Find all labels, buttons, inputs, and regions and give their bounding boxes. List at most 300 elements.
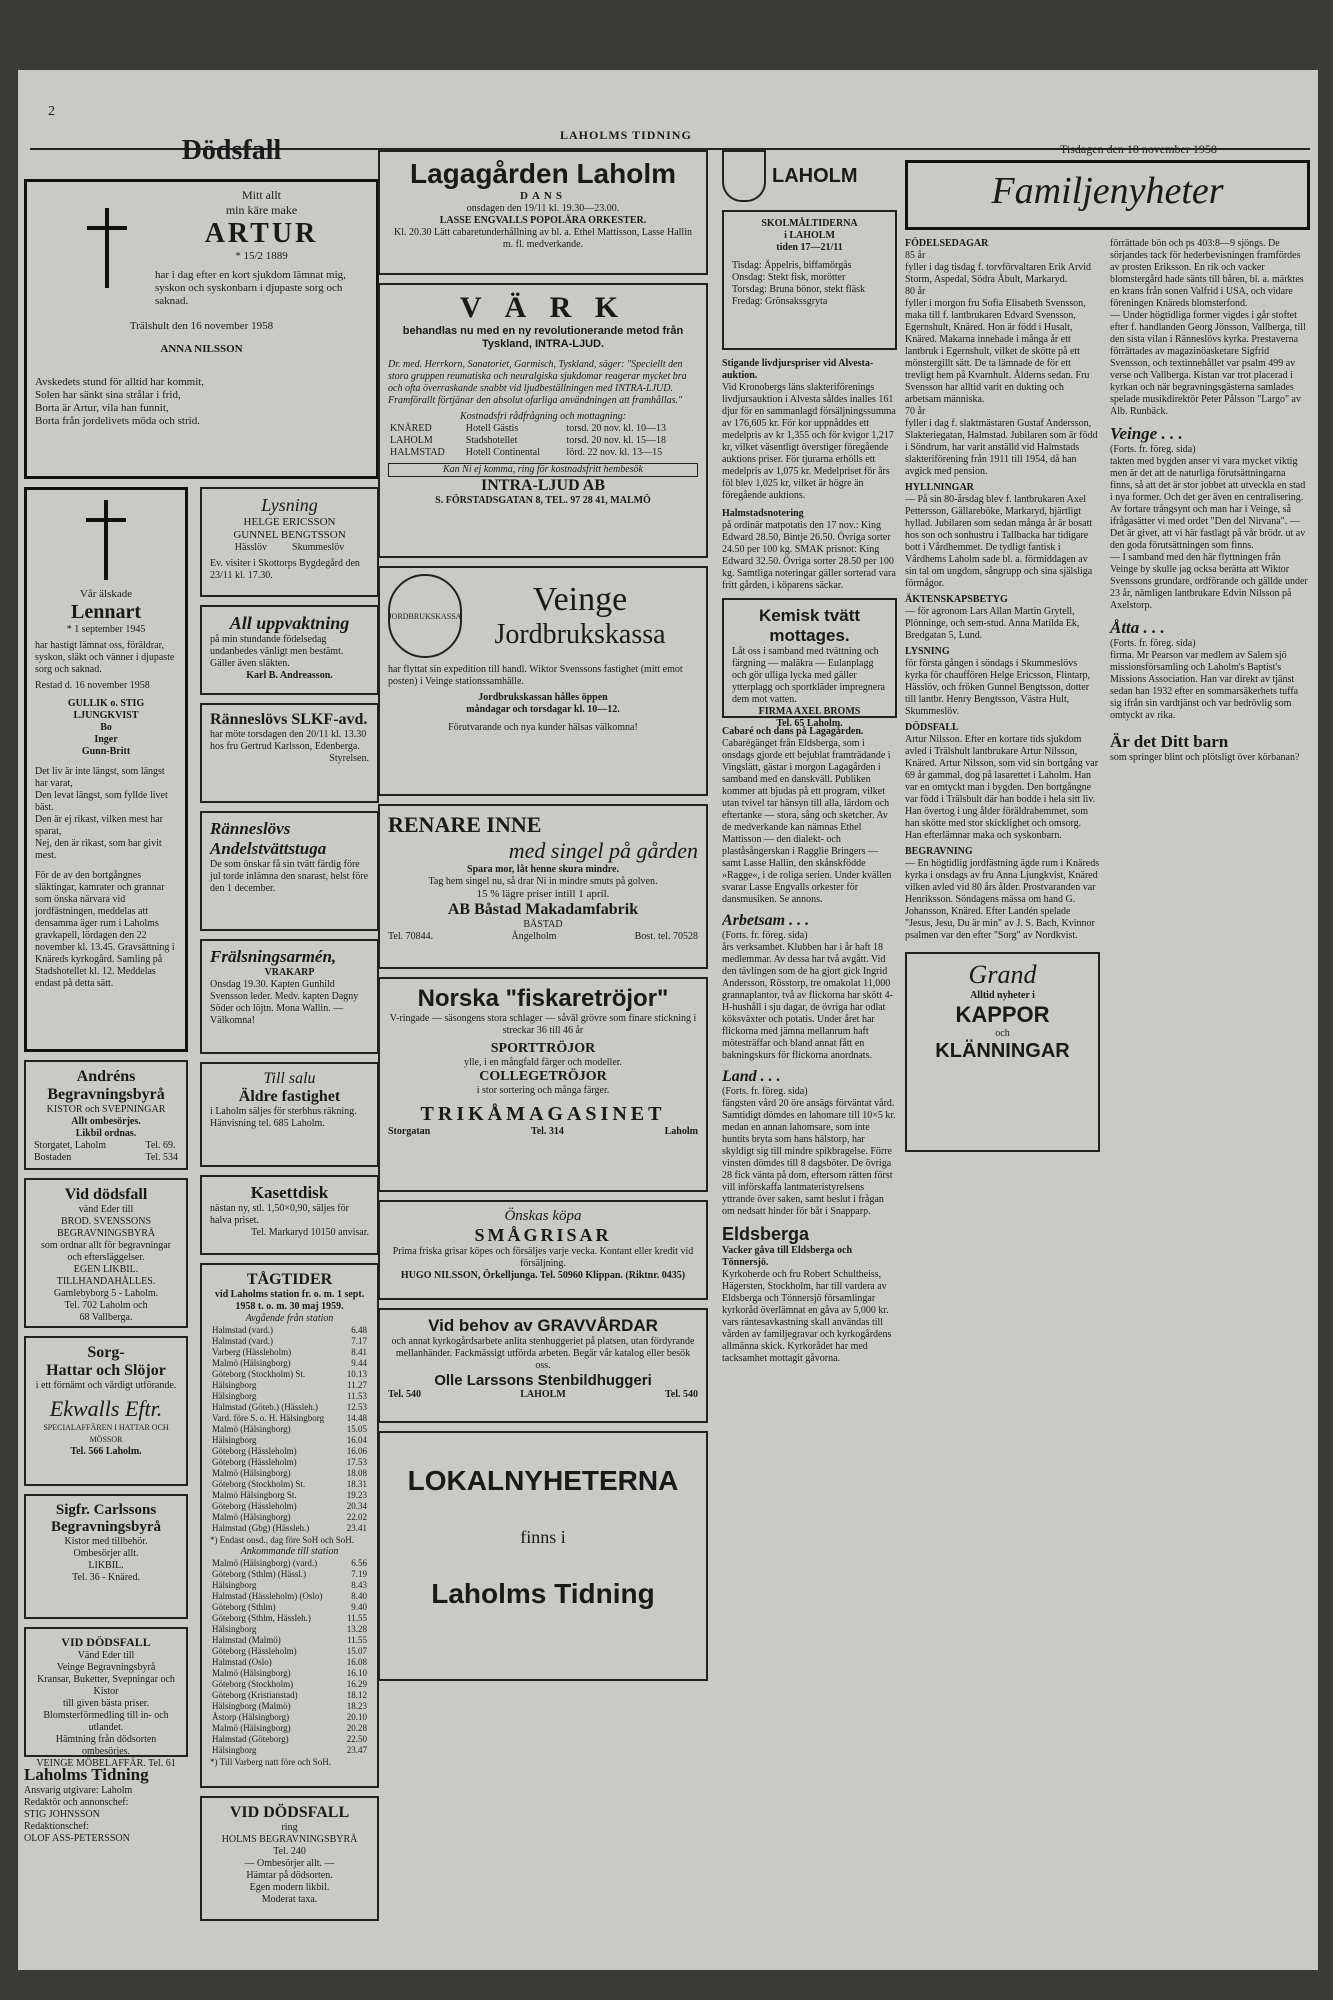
ad-title2: Jordbrukskassa	[494, 619, 666, 650]
cross-icon	[86, 500, 126, 580]
ad-sub: behandlas nu med en ny revolutionerande metod från Tyskland, INTRA-LJUD.	[402, 325, 684, 350]
table-row	[210, 1413, 369, 1424]
till-salu-notice	[200, 1062, 379, 1167]
notice-born: * 15/2 1889	[235, 250, 288, 262]
ad-veinge-begravning	[24, 1627, 188, 1769]
section-head: DÖDSFALL	[905, 722, 959, 733]
ad-addr: S. FÖRSTADSGATAN 8, TEL. 97 28 41, MALMÖ	[435, 495, 651, 506]
ad-line3: och	[995, 1028, 1010, 1039]
fralsning-notice	[200, 939, 379, 1054]
table-row	[210, 1591, 369, 1602]
ad-h1: SPORTTRÖJOR	[490, 1041, 596, 1056]
table-cell: Malmö (Hälsingborg)	[212, 1358, 291, 1368]
column-notices	[200, 487, 379, 1929]
table-row	[210, 1501, 369, 1512]
wheat-logo-icon	[388, 574, 462, 658]
ad-h2: COLLEGETRÖJOR	[479, 1069, 607, 1084]
table-cell: lörd. 22 nov. kl. 13—15	[566, 447, 663, 458]
table-row	[210, 1457, 369, 1468]
table-row	[210, 1679, 369, 1690]
section-head: BEGRAVNING	[905, 846, 973, 857]
ad-schedule	[388, 423, 698, 459]
table-cell: 20.28	[346, 1723, 367, 1733]
article-title: Eldsberga	[722, 1224, 810, 1244]
table-cell: 6.56	[351, 1558, 367, 1568]
notice-name: ARTUR	[204, 218, 319, 249]
table-cell: 8.41	[351, 1347, 367, 1357]
arrival-table	[210, 1558, 369, 1756]
table-row	[210, 1336, 369, 1347]
slkf-notice	[200, 703, 379, 803]
article-title: Stigande livdjurspriser vid Alvesta-auktion.	[722, 358, 874, 381]
ad-text: Kistor med tillbehör. Ombesörjer allt. LIKBIL. Tel. 36 - Knäred.	[64, 1536, 148, 1583]
ad-kemisk-tvatt	[722, 598, 897, 729]
box-title: SKOLMÅLTIDERNA i LAHOLM tiden 17—21/11	[761, 218, 858, 253]
article-title: Är det Ditt barn	[1110, 732, 1229, 751]
table-row	[210, 1325, 369, 1336]
notice-name: Lennart	[71, 601, 142, 623]
table-ank: Ankommande till station	[240, 1546, 339, 1557]
ad-lagagarden	[378, 150, 708, 275]
table-cell: Halmstad (vard.)	[212, 1336, 274, 1346]
table-cell: 16.04	[346, 1435, 367, 1445]
ad-title: V Ä R K	[459, 291, 627, 324]
table-cell: 16.06	[346, 1446, 367, 1456]
ad-carlssons	[24, 1494, 188, 1619]
article-sub: (Forts. fr. föreg. sida)	[722, 930, 808, 941]
ad-trikamagasinet	[378, 977, 708, 1192]
ad-text: V-ringade — säsongens stora schlager — såväl grövre som finare stickning i streckar 36 till 46 år	[389, 1013, 697, 1036]
ad-addr: Storgatan	[388, 1126, 431, 1137]
section-text: — En högtidlig jordfästning ägde rum i Knäreds kyrka i onsdags av fru Anna Ljungkvist, Knäred vilken avled vid 80 års ålder. Prostvaranden var Henriksson. Söndagens mässa om hand G. Johansson, Knäred. Efter Landén spelade "Jesus, Jesu, Du är min" av J. S. Bach, Kvinnor psalmen var den efter "Sorg" av Nordkvist.	[905, 858, 1100, 941]
article-sub: (Forts. fr. föreg. sida)	[1110, 638, 1196, 649]
imprint-lines: Ansvarig utgivare: Laholm Redaktör och annonschef: STIG JOHNSSON Redaktionschef: OLOF ASS-PETERSSON	[24, 1785, 133, 1844]
ad-town: Laholm	[664, 1126, 698, 1137]
table-cell: 9.44	[351, 1358, 367, 1368]
table-row	[210, 1635, 369, 1646]
table-cell: 11.27	[347, 1380, 367, 1390]
notice-title: Till salu	[263, 1070, 316, 1087]
ad-title: RENARE INNE	[388, 812, 542, 837]
table-cell: Göteborg (Stockholm) St.	[212, 1479, 306, 1489]
section-text: för första gången i söndags i Skummeslövs kyrka för chauffören Helge Ericsson, Flintarp, Hässlöv, och fröken Gunnel Bengtsson, dotter till lantbr. Henry Bengtsson, Västra Hult, Skummeslöv.	[905, 658, 1091, 717]
table-row	[210, 1369, 369, 1380]
article-text: firma. Mr Pearson var medlem av Salem sjö missionsförsamling och Laholm's Baptist's Missions Association. Han var direkt av tjänst sedan han 1932 efter en sommarsäkerhets tuffa sig ifrån sin vardtjänst och var bedrövlig som omtyckt av rika.	[1110, 650, 1299, 721]
ad-text2: Jordbrukskassan hålles öppen måndagar och torsdagar kl. 10—12.	[466, 692, 620, 715]
ad-tel2: Tel. 540	[665, 1389, 698, 1400]
section-head: LYSNING	[905, 646, 950, 657]
table-note2: *) Till Varberg natt före och SoH.	[210, 1757, 331, 1767]
coat-of-arms-icon	[722, 150, 766, 202]
ad-text: Låt oss i samband med tvättning och färgning — maläkra — Eulanplagg och gör ulliga lycka med gäller ytterplagg och sportkläder impregnera dem mot vatten.	[732, 646, 885, 705]
ad-shopsub: SPECIALAFFÄREN I HATTAR OCH MÖSSOR	[43, 1423, 169, 1444]
table-row	[210, 1690, 369, 1701]
table-row	[388, 435, 698, 447]
ad-sign: FIRMA AXEL BROMS Tel. 65 Laholm.	[758, 706, 861, 729]
table-cell: 20.34	[346, 1501, 367, 1511]
notice-signer: GULLIK o. STIG LJUNGKVIST Bo Inger Gunn-Britt	[67, 698, 145, 757]
notice-born: * 1 september 1945	[66, 624, 146, 635]
section-head: LAHOLM	[772, 164, 858, 187]
ad-title: Sigfr. Carlssons Begravningsbyrå	[51, 1502, 162, 1535]
article-text: som springer blint och plötsligt över körbanan?	[1110, 752, 1300, 763]
death-notice-lennart	[24, 487, 188, 1052]
ad-right: Tel. 69. Tel. 534	[145, 1140, 179, 1163]
table-cell: 11.55	[347, 1613, 367, 1623]
table-cell: 7.17	[351, 1336, 367, 1346]
article-title: Arbetsam . . .	[722, 912, 810, 929]
table-cell: torsd. 20 nov. kl. 15—18	[566, 435, 667, 446]
table-cell: Göteborg (Stockholm) St.	[212, 1369, 306, 1379]
ad-title: VID DÖDSFALL	[61, 1635, 151, 1649]
ad-gravvardar	[378, 1308, 708, 1423]
ad-title: LOKALNYHETERNA	[407, 1465, 679, 1496]
ad-city: BÅSTAD	[523, 919, 563, 930]
table-cell: 14.48	[346, 1413, 367, 1423]
section-text: — På sin 80-årsdag blev f. lantbrukaren Axel Pettersson, Gällareböke, Markaryd, hjärtligt hyllad. Jubilaren som sedan många år är bosatt hos son och sonhustru i Tallbacka har tidigare bott i Vårdhemmet. De tydligt fantisk i Vårdhems Laholm sade bl. a. förmiddagen av sin tal om ungdom, sångrupp och sina själsliga förmågor.	[905, 494, 1093, 589]
table-cell: Göteborg (Sthlm) (Hässl.)	[212, 1569, 307, 1579]
table-cell: 15.05	[346, 1424, 367, 1434]
ad-text3: Förutvarande och nya kunder hälsas välkomna!	[448, 722, 638, 733]
ad-head: SMÅGRISAR	[474, 1225, 612, 1245]
table-cell: 9.40	[351, 1602, 367, 1612]
article-title: Cabaré och dans på Lagagården.	[722, 726, 864, 737]
table-row	[210, 1523, 369, 1534]
table-cell: 16.08	[346, 1657, 367, 1667]
table-cell: Varberg (Hässleholm)	[212, 1347, 292, 1357]
table-cell: Göteborg (Stockholm)	[212, 1679, 294, 1689]
table-cell: Vard. före S. o. H. Hälsingborg	[212, 1413, 325, 1423]
table-cell: 11.53	[347, 1391, 367, 1401]
table-cell: HALMSTAD	[390, 447, 445, 458]
ad-title: Sorg- Hattar och Slöjor	[46, 1344, 166, 1379]
section-head: HYLLNINGAR	[905, 482, 974, 493]
table-row	[210, 1580, 369, 1591]
ad-lokalnyheterna	[378, 1431, 708, 1681]
lysning-notice	[200, 487, 379, 597]
table-cell: Malmö (Hälsingborg)	[212, 1512, 291, 1522]
table-row	[388, 447, 698, 459]
notice-title: Lysning	[261, 495, 318, 515]
table-cell: 23.47	[346, 1745, 367, 1755]
column-family-news	[905, 160, 1310, 1960]
ad-text: har flyttat sin expedition till handl. Wiktor Svenssons fastighet (mitt emot posten) i Veinge stationssamhälle.	[388, 664, 683, 687]
section-text: 85 år fyller i dag tisdag f. torvförvaltaren Erik Arvid Storm, Aspedal, Södra Åbult, Markaryd. 80 år fyller i morgon fru Sofia Elisabeth Svensson, maka till f. lantbrukaren Edvard Svensson, Egernshult, Knäred. Hon är född i Husalt, Knäred. Makarna innehade i många år ett lantbruk i Egernshult, vilket de skötte på ett mönstergillt sätt. De ta lämnade de för ett trevligt hem på Kvarnhult. Ålderns sedan. Fru Svensson har alltid varit en dukting och arbetsam människa. 70 år fyller i dag f. slaktmästaren Gustaf Andersson, Slakteriegatan, Halmstad. Jubilaren som är född i Söndrum, har varit anställd vid Halmstads slakteriförening från 1911 till 1954, då han avgick med pension.	[905, 250, 1098, 477]
table-cell: Halmstad (Hässleholm) (Oslo)	[212, 1591, 323, 1601]
notice-verse: Avskedets stund för alltid har kommit, Solen har sänkt sina strålar i frid, Borta är Artur, vila han funnit, Borta från jordelivets möda och strid.	[35, 376, 205, 427]
section-title: Dödsfall	[181, 135, 282, 166]
table-cell: Göteborg (Hässleholm)	[212, 1457, 297, 1467]
table-row	[210, 1734, 369, 1745]
ad-title: Vid dödsfall	[64, 1186, 148, 1203]
ad-t2: i stor sortering och många färger.	[476, 1085, 610, 1096]
ad-text: Vänd Eder till Veinge Begravningsbyrå Kransar, Buketter, Svepningar och Kistor till given bästa priser. Blomsterförmedling till in- och utlandet. Hämtning från dödsorten ombesörjes. VEINGE MÖBELAFFÄR. Tel. 61	[36, 1650, 176, 1769]
section-text: Artur Nilsson. Efter en kortare tids sjukdom avled i Trälshult lantbrukare Artur Nilsson, Knäred. Artur Nilsson, som vid sin bortgång var 69 år gammal, dog på lasarettet i Laholm. Han var en omtyckt man i bygden. Den bortgångne var född i Trälsbult där han bodde i hela sitt liv. Han övertog i ung ålder föräldrahemmet, som han skötte med stor skicklighet och omsorg. Han efterlämnar maka och syskonbarn.	[905, 734, 1099, 841]
table-cell: Halmstad (Oslo)	[212, 1657, 272, 1667]
ad-title: Önskas köpa	[504, 1208, 582, 1224]
notice-title: Kasettdisk	[250, 1183, 329, 1202]
section-head: FÖDELSEDAGAR	[905, 238, 989, 249]
article-sub: Vacker gåva till Eldsberga och Tönnersjö.	[722, 1245, 853, 1268]
table-cell: Malmö (Hälsingborg)	[212, 1424, 291, 1434]
ad-sub: KISTOR och SVEPNINGAR	[46, 1104, 166, 1115]
ad-brand: INTRA-LJUD AB	[480, 477, 605, 494]
notice-place: Trälshult den 16 november 1958	[129, 320, 274, 332]
notice-sign: Styrelsen.	[329, 753, 369, 764]
table-cell: 10.13	[346, 1369, 367, 1379]
table-cell: Hälsingborg	[212, 1435, 257, 1445]
table-cell: 13.28	[346, 1624, 367, 1634]
notice-title: Ränneslövs SLKF-avd.	[210, 711, 368, 728]
notice-sub: VRAKARP	[264, 967, 315, 978]
table-cell: Hälsingborg	[212, 1580, 257, 1590]
table-avg: Avgående från station	[245, 1313, 334, 1324]
table-cell: 8.40	[351, 1591, 367, 1601]
notice-text: har hastigt lämnat oss, föräldrar, syskon, släkt och vänner i djupaste sorg och saknad.	[35, 640, 175, 675]
table-cell: Hälsingborg	[212, 1380, 257, 1390]
ad-tel: Tel. 566 Laholm.	[70, 1446, 142, 1457]
table-cell: 15.07	[346, 1646, 367, 1656]
notice-places: Hässlöv Skummeslöv	[234, 542, 345, 553]
notice-intro: Mitt allt min käre make	[225, 188, 298, 217]
article-text: Vid Kronobergs läns slakteriförenings livdjursauktion i Alvesta såldes inalles 161 djur för en sammanlagd försäljningssumma av 176,605 kr. För kor uppnåddes ett medelpris av kr 1,355 och för kvigor 1,217 kr, vilket väsentligt överstiger föregående auktions priser. För tjurarna erhölls ett medelpris av 1,075 kr. Medelpriset för års föl blev 1,025 kr, vilket är högre än föregående auktions.	[722, 382, 896, 501]
table-row	[210, 1435, 369, 1446]
article-text: Cabarégänget från Eldsberga, som i onsdags gjorde ett bejublat framträdande i Vingslätt, gästar i morgon Lagagården i samband med en danskväll. Publiken kommer att bjudas på ett program, vilket utan tvivel tar hänsyn till alla, lärdom och eftertanke — stora, sång och sketcher. Av de medverkande kan nämnas Ethel Mattisson — den dialekt- och plaståsångerskan i Ragglie Bringers — samt Lasse Hallin, den skånskfödde »Ragge«, i de roliga serien. Under kvällen svarar Lasse Engvalls orkester för dansmusiken. Se annons.	[722, 738, 892, 905]
tack-notice	[200, 605, 379, 695]
notice-signer: ANNA NILSSON	[160, 343, 243, 355]
table-cell: Malmö (Hälsingborg)	[212, 1468, 291, 1478]
table-sub: vid Laholms station fr. o. m. 1 sept. 1958 t. o. m. 30 maj 1959.	[214, 1289, 365, 1312]
notice-title: Frälsningsarmén,	[210, 947, 337, 966]
table-cell: 22.02	[346, 1512, 367, 1522]
imprint	[24, 1765, 188, 1845]
table-cell: LAHOLM	[390, 435, 433, 446]
vid-dodsfall-notice	[200, 1796, 379, 1921]
article-sub: (Forts. fr. föreg. sida)	[722, 1086, 808, 1097]
table-cell: Halmstad (Göteborg)	[212, 1734, 289, 1744]
ad-brand: Laholms Tidning	[431, 1578, 655, 1609]
ad-tel1: Tel. 70844.	[388, 931, 434, 942]
ad-title: Kemisk tvätt mottages.	[758, 606, 861, 645]
article-text: fängsten vård 20 öre ansägs förväntat vård. Samtidigt dömdes en lahomare till 10×5 kr. medan en annan lahomsare, som inte huntits bryta som hans hälstorp, har skyldigt sig till mindre spikbragelse. Förre vinsten dömdes till 8 dagsböter. De övriga 28 fick vänta på dom, eftersom rätten först vill införskaffa lantmateristyrelsens yttrande över saken, samt beslut i frågan om nedsatt hinder för båt i Snapparp.	[722, 1098, 896, 1217]
table-row	[210, 1391, 369, 1402]
table-cell: 18.08	[346, 1468, 367, 1478]
article-title: Halmstadsnotering	[722, 508, 804, 519]
table-cell: Malmö Hälsingborg St.	[212, 1490, 297, 1500]
table-cell: Malmö (Hälsingborg) (vard.)	[212, 1558, 318, 1568]
table-row	[210, 1347, 369, 1358]
paper-masthead: LAHOLMS TIDNING	[560, 128, 692, 142]
ad-line1: Alltid nyheter i	[970, 990, 1035, 1001]
table-row	[210, 1701, 369, 1712]
ad-text: vänd Eder till BROD. SVENSSONS BEGRAVNINGSBYRÅ som ordnar allt för begravningar och eftersläggelser. EGEN LIKBIL. TILLHANDAHÅLLES. Gamlebyborg 5 - Laholm. Tel. 702 Laholm och 68 Vallberga.	[41, 1204, 171, 1323]
table-row	[210, 1468, 369, 1479]
table-cell: 8.43	[351, 1580, 367, 1590]
table-cell: 16.29	[346, 1679, 367, 1689]
ad-shop: Ekwalls Eftr.	[49, 1396, 163, 1421]
table-row	[210, 1668, 369, 1679]
table-title: TÅGTIDER	[246, 1271, 333, 1288]
table-cell: Göteborg (Kristianstad)	[212, 1690, 298, 1700]
ad-ekwalls	[24, 1336, 188, 1486]
ad-line4: KLÄNNINGAR	[935, 1040, 1070, 1062]
notice-text: har i dag efter en kort sjukdom lämnat mig, syskon och syskonbarn i djupaste sorg och saknad.	[155, 269, 346, 307]
ad-tel1: Tel. 540	[388, 1389, 421, 1400]
article-text: takten med bygden anser vi vara mycket viktig men är det att de naturliga förutsättningarna finns, så att det är stor jobbet att utveckla en stad i nya former. Och det ger även en centralisering. Av fortare trångsynt och man har i Veinge, så ifrågasätter vi med ordet "Den del Nirvana". — Det är givet, att vi här fastlagt på vår brödr. ut av den goda förutsättningen som finns. — I samband med den här flyttningen från Veinge by skulle jag ocksa berätta att Wiktor Svenssons grundare, ordförande och gällde under 23 år, nämligen lantbrukare Edvin Nilsson på Axelstorp.	[1110, 456, 1308, 611]
article-title: Land . . .	[722, 1068, 781, 1085]
ad-t1: ylle, i en mångfald färger och modeller.	[463, 1057, 623, 1068]
logo-text: JORDBRUKSKASSA	[388, 611, 462, 621]
table-row	[210, 1646, 369, 1657]
table-cell: 7.19	[351, 1569, 367, 1579]
notice-title: Ränneslövs Andelstvättstuga	[210, 819, 327, 858]
notice-sign: Karl B. Andreasson.	[246, 670, 333, 681]
table-cell: Hälsingborg	[212, 1391, 257, 1401]
table-cell: KNÄRED	[390, 423, 432, 434]
ad-title: Norska "fiskaretröjor"	[417, 985, 669, 1012]
table-cell: Halmstad (Gbg) (Hässleh.)	[212, 1523, 310, 1533]
ad-tel2: Bost. tel. 70528	[634, 931, 698, 942]
table-row	[210, 1380, 369, 1391]
table-note: *) Endast onsd., dag före SoH och SoH.	[210, 1535, 355, 1545]
page-number: 2	[48, 104, 55, 119]
notice-text: på min stundande födelsedag undanbedes vänligt men bestämt. Gäller även släkten.	[210, 634, 344, 669]
ad-andrens	[24, 1060, 188, 1170]
ad-sign: HUGO NILSSON, Örkelljunga. Tel. 50960 Klippan. (Riktnr. 0435)	[400, 1270, 686, 1281]
notice-verse: Det liv är inte längst, som längst har varat, Den levat längst, som fyllde livet bäst. Den är ej rikast, vilken mest har sparat, Nej, den är rikast, som har givit mest.	[35, 766, 168, 861]
tagtider-table	[200, 1263, 379, 1788]
ad-grand	[905, 952, 1100, 1152]
table-cell: Göteborg (Hässleholm)	[212, 1646, 297, 1656]
column-local-news	[722, 150, 897, 1960]
notice-intro: Vår älskade	[79, 588, 133, 600]
table-cell: 6.48	[351, 1325, 367, 1335]
article-text: Kyrkoherde och fru Robert Schultheiss, Hägersten, Stockholm, har till vardera av Eldsberga och Tönnersjö församlingar kyrkoråd överlämnat en gåva av 5,000 kr. vars räntesavkastning skall användas till vården av familjegravar och kyrkogårdens allmänna skick. Kyrkorådet har med tacksamhet mottagit gåvorna.	[722, 1269, 892, 1364]
table-row	[210, 1745, 369, 1756]
table-cell: Hälsingborg	[212, 1745, 257, 1755]
ad-town: Ängelholm	[511, 931, 557, 942]
table-cell: Göteborg (Hässleholm)	[212, 1446, 297, 1456]
article-text: på ordinär matpotatis den 17 nov.: King Edward 28.50, Bintje 26.50. Övriga sorter 24.50 per 100 kg. SMAK prisnot: King Edward 32.50. Övriga sorter 28.50 per 100 kg. Samtliga noteringar gäller sorterad vara fritt gården, i köparens säckar.	[722, 520, 896, 591]
ad-brand: Grand	[968, 960, 1037, 989]
notice-text: i Laholm säljes för sterbhus räkning. Hänvisning tel. 685 Laholm.	[210, 1106, 357, 1129]
table-row	[210, 1624, 369, 1635]
table-cell: 19.23	[346, 1490, 367, 1500]
notice-text: nästan ny, stl. 1,50×0,90, säljes för halva priset.	[210, 1203, 349, 1226]
departure-table	[210, 1325, 369, 1534]
cross-icon	[87, 208, 127, 288]
table-cell: Hotell Gästis	[465, 423, 519, 434]
notice-footer: För de av den bortgångnes släktingar, kamrater och grannar som önska närvara vid jordfästningen, meddelas att densamma äger rum i Laholms gravkapell, lördagen den 22 november kl. 13.45. Gravsättning i Knäreds kyrkogård. Samling på Stadshotellet kl. 12. Meddelas endast på detta sätt.	[35, 870, 175, 989]
death-notice-artur	[24, 179, 379, 479]
ad-veinge-jordbrukskassa	[378, 566, 708, 796]
table-cell: Hälsingborg (Malmö)	[212, 1701, 291, 1711]
table-row	[210, 1613, 369, 1624]
notice-head: Äldre fastighet	[238, 1088, 341, 1105]
table-cell: Göteborg (Sthlm)	[212, 1602, 276, 1612]
ad-vark	[378, 283, 708, 558]
ad-line2: KAPPOR	[955, 1002, 1050, 1027]
table-cell: 20.10	[346, 1712, 367, 1722]
ad-line1: onsdagen den 19/11 kl. 19.30—23.00.	[466, 203, 620, 214]
ad-tel: Tel. 314	[530, 1126, 564, 1137]
table-cell: Åstorp (Hälsingborg)	[212, 1712, 290, 1722]
table-cell: Hotell Continental	[465, 447, 540, 458]
table-row	[388, 423, 698, 435]
ad-sub: DANS	[520, 190, 566, 202]
table-row	[210, 1558, 369, 1569]
table-cell: Göteborg (Hässleholm)	[212, 1501, 297, 1511]
ad-title: Andréns Begravningsbyrå	[47, 1068, 165, 1103]
table-cell: Halmstad (Göteb.) (Hässleh.)	[212, 1402, 319, 1412]
ad-text: i ett förnämt och värdigt utförande.	[35, 1380, 177, 1391]
table-cell: 11.55	[347, 1635, 367, 1645]
article-text: års verksamhet. Klubben har i år haft 18 medlemmar. Av dessa har två avgått. Vid den tävlingen som de ha gjort gick Ingrid Andersson, Rösstorp, tre omakolat 11,000 grannaplantor, två av flickorna har skött 4-H-hushåll i sju dagar, de övriga har odlat köksväxter och potatis. Under året har flickorna med jämna mellanrum haft mötesträffar och bland annat fått en bakningskurs för flickorna anordnats.	[722, 942, 893, 1061]
ad-text2: Tag hem singel nu, så drar Ni in mindre smuts på golven.	[428, 876, 658, 887]
ad-left: Storgatet, Laholm Bostaden	[34, 1140, 107, 1163]
ad-text: Spara mor, låt henne skura mindre.	[467, 864, 619, 875]
ad-brand: Olle Larssons Stenbildhuggeri	[434, 1372, 652, 1389]
section-text: förrättade bön och ps 403:8—9 sjöngs. De sörjandes tack för hederbevisningen framfördes av prosten Eriksson. En rik och vacker blomstergård hade sänts till båren, bl. a. märktes en krans från sonen Valfrid i USA, och vidare föreningen Knäreds blomsterfond. — Under högtidliga former vigdes i går stoftet efter f. handlanden Georg Jönsson, Vallberga, till den sista vilan i Ränneslövs kyrka. Prestaverna förrättades av magazinöasketare Sigfrid Svensson, och textinnehållet var psalm 499 av verse och Vallberga. Kistan var trot placerad i kyrkan och när begravningsgästerna samlades spelade musikdirektör Peter Pålsson "Largo" av Alb. Runbäck.	[1110, 238, 1306, 417]
box-text: Tisdag: Äppelris, biffamörgås Onsdag: Stekt fisk, morötter Torsdag: Bruna bönor, stekt fläsk Fredag: Grönsakssgryta	[732, 260, 866, 307]
table-cell: 22.50	[346, 1734, 367, 1744]
ad-offer: 15 % lägre priser intill 1 april.	[476, 888, 610, 900]
notice-title: VID DÖDSFALL	[229, 1804, 350, 1821]
table-cell: Halmstad (Malmö)	[212, 1635, 281, 1645]
table-row	[210, 1712, 369, 1723]
tvatt-notice	[200, 811, 379, 931]
table-row	[210, 1490, 369, 1501]
table-row	[210, 1602, 369, 1613]
imprint-title: Laholms Tidning	[24, 1765, 149, 1784]
ad-free: Kostnadsfri rådfrågning och mottagning:	[460, 411, 626, 422]
table-cell: 17.53	[346, 1457, 367, 1467]
section-head: ÄKTENSKAPSBETYG	[905, 594, 1008, 605]
ad-note: Kan Ni ej komma, ring för kostnadsfritt hembesök	[388, 463, 698, 477]
ad-line2: LASSE ENGVALLS POPOLÄRA ORKESTER.	[439, 215, 647, 226]
article-sub: (Forts. fr. föreg. sida)	[1110, 444, 1196, 455]
ad-title: Lagagården Laholm	[409, 158, 677, 189]
ad-line3: Kl. 20.30 Lätt cabaretunderhållning av bl. a. Ethel Mattisson, Lasse Hallin m. fl. medverkande.	[394, 227, 692, 250]
column-ads	[378, 150, 708, 1960]
notice-place: Restad d. 16 november 1958	[35, 680, 150, 691]
table-row	[210, 1402, 369, 1413]
article-title: Åtta . . .	[1110, 618, 1165, 637]
ad-brand: TRIKÅMAGASINET	[420, 1103, 666, 1125]
notice-note: Ev. visiter i Skottorps Bygdegård den 23/11 kl. 17.30.	[210, 558, 360, 581]
table-row	[210, 1512, 369, 1523]
column-obituaries	[24, 135, 379, 1965]
ad-title: Vid behov av GRAVVÅRDAR	[428, 1316, 658, 1335]
article-title: Veinge . . .	[1110, 424, 1183, 443]
ad-quote: Dr. med. Herrkorn, Sanatoriet, Garmisch, Tyskland, säger: "Speciellt den stora gruppen reumatiska och neuralgiska sjukdomar reagerar mycket bra och ofta överraskande snabbt vid ljudbeställningen med INTRA-LJUD. Framförallt förtjänar den absolut ofarliga användningen att framhållas."	[388, 359, 687, 406]
table-cell: Malmö (Hälsingborg)	[212, 1723, 291, 1733]
table-cell: Hälsingborg	[212, 1624, 257, 1634]
ad-sub: med singel på gården	[508, 838, 698, 863]
table-row	[210, 1446, 369, 1457]
table-cell: 23.41	[346, 1523, 367, 1533]
table-row	[210, 1723, 369, 1734]
notice-text: har möte torsdagen den 20/11 kl. 13.30 hos fru Gertrud Karlsson, Edenberga.	[210, 729, 367, 752]
ad-line: Allt ombesörjes. Likbil ordnas.	[71, 1116, 141, 1139]
notice-text: ring HOLMS BEGRAVNINGSBYRÅ Tel. 240 — Ombesörjer allt. — Hämtar på dödsorten. Egen modern likbil. Moderat taxa.	[221, 1822, 358, 1905]
table-cell: 18.31	[346, 1479, 367, 1489]
section-text: — för agronom Lars Allan Martin Grytell, Plönninge, och sem-stud. Anna Matilda Ek, Bredgatan 5, Lund.	[905, 606, 1080, 641]
notice-sign: Tel. Markaryd 10150 anvisar.	[251, 1227, 369, 1238]
ad-brand: AB Båstad Makadamfabrik	[447, 901, 639, 918]
table-cell: 16.10	[346, 1668, 367, 1678]
ad-mid: finns i	[520, 1527, 566, 1547]
